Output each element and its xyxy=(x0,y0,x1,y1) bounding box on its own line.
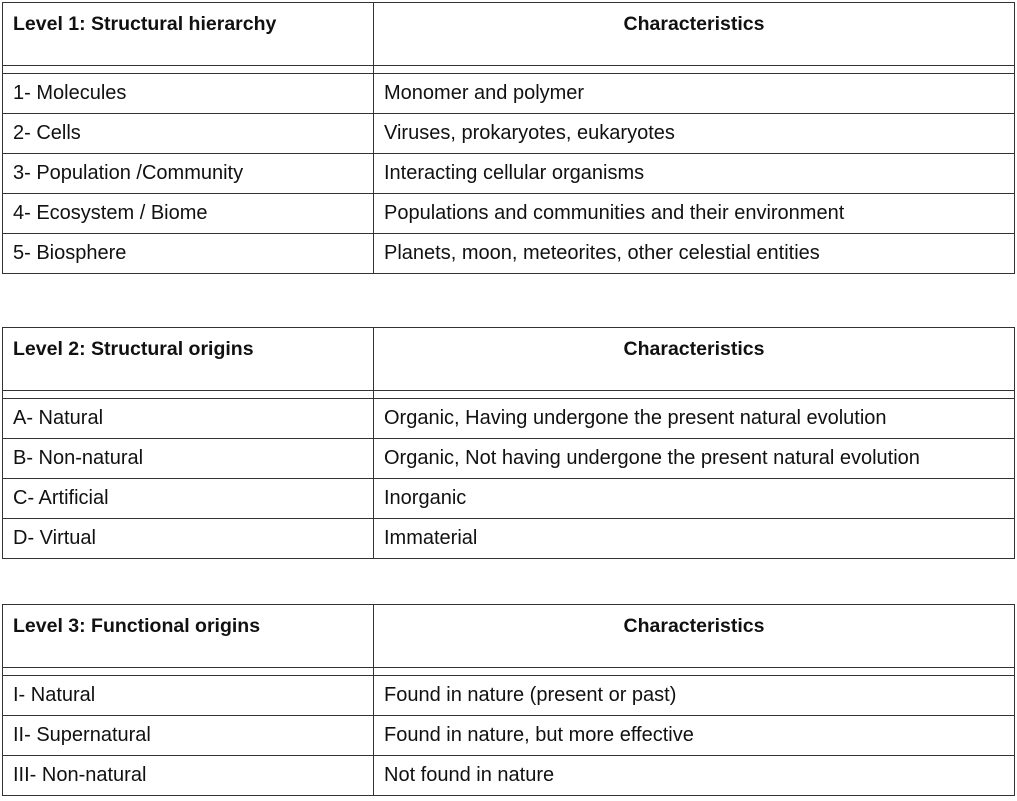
row-item: 1- Molecules xyxy=(3,74,374,114)
table-row xyxy=(3,439,1015,479)
row-characteristics: Immaterial xyxy=(374,519,1015,559)
row-item: C- Artificial xyxy=(3,479,374,519)
level-header: Level 2: Structural origins xyxy=(3,328,374,391)
characteristics-header: Characteristics xyxy=(374,3,1015,66)
table-row xyxy=(3,74,1015,114)
table-row xyxy=(3,194,1015,234)
row-characteristics: Monomer and polymer xyxy=(374,74,1015,114)
spacer-row xyxy=(3,66,1015,74)
row-characteristics: Interacting cellular organisms xyxy=(374,154,1015,194)
table-row xyxy=(3,676,1015,716)
table-row xyxy=(3,519,1015,559)
table-row xyxy=(3,716,1015,756)
table-row xyxy=(3,114,1015,154)
row-characteristics: Found in nature, but more effective xyxy=(374,716,1015,756)
row-characteristics: Organic, Not having undergone the present natural evolution xyxy=(374,439,1015,479)
row-characteristics: Planets, moon, meteorites, other celestial entities xyxy=(374,234,1015,274)
spacer-row xyxy=(3,391,1015,399)
row-item: 5- Biosphere xyxy=(3,234,374,274)
row-characteristics: Populations and communities and their environment xyxy=(374,194,1015,234)
row-characteristics: Viruses, prokaryotes, eukaryotes xyxy=(374,114,1015,154)
row-item: 2- Cells xyxy=(3,114,374,154)
table-row xyxy=(3,154,1015,194)
row-characteristics: Inorganic xyxy=(374,479,1015,519)
table-row xyxy=(3,234,1015,274)
row-item: II- Supernatural xyxy=(3,716,374,756)
row-item: III- Non-natural xyxy=(3,756,374,796)
row-item: I- Natural xyxy=(3,676,374,716)
table-header-row xyxy=(3,605,1015,668)
row-characteristics: Found in nature (present or past) xyxy=(374,676,1015,716)
spacer-row xyxy=(3,668,1015,676)
row-item: B- Non-natural xyxy=(3,439,374,479)
level-header: Level 3: Functional origins xyxy=(3,605,374,668)
characteristics-header: Characteristics xyxy=(374,328,1015,391)
level-header: Level 1: Structural hierarchy xyxy=(3,3,374,66)
row-item: 4- Ecosystem / Biome xyxy=(3,194,374,234)
row-item: D- Virtual xyxy=(3,519,374,559)
table-structural-origins xyxy=(2,327,1015,559)
row-characteristics: Not found in nature xyxy=(374,756,1015,796)
table-functional-origins xyxy=(2,604,1015,796)
table-header-row xyxy=(3,3,1015,66)
row-characteristics: Organic, Having undergone the present natural evolution xyxy=(374,399,1015,439)
row-item: 3- Population /Community xyxy=(3,154,374,194)
table-header-row xyxy=(3,328,1015,391)
table-structural-hierarchy xyxy=(2,2,1015,274)
table-row xyxy=(3,756,1015,796)
table-row xyxy=(3,399,1015,439)
characteristics-header: Characteristics xyxy=(374,605,1015,668)
table-row xyxy=(3,479,1015,519)
row-item: A- Natural xyxy=(3,399,374,439)
